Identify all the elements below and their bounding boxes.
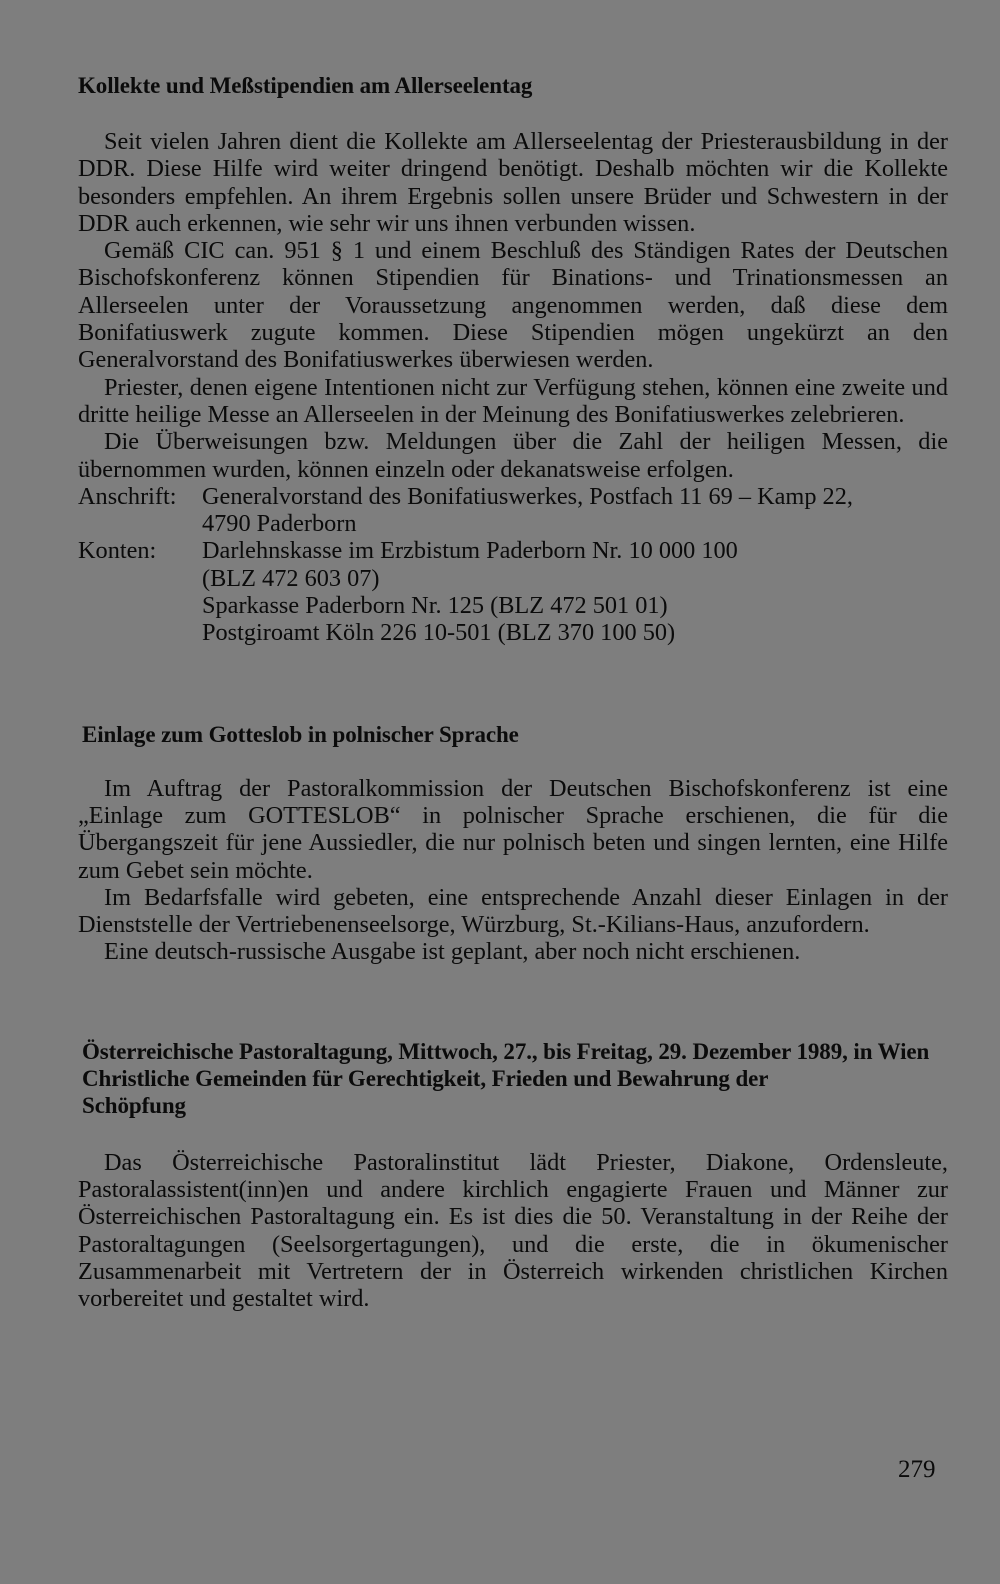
address-line: 4790 Paderborn: [202, 510, 357, 538]
section-body-gotteslob: [78, 775, 948, 966]
section-heading-pastoraltagung: [78, 1038, 948, 1119]
paragraph: Gemäß CIC can. 951 § 1 und einem Beschluß des Ständigen Rates der Deutschen Bischofskonferenz können Stipendien für Binations- und Trinationsmessen an Allerseelen unter der Voraussetzung angenommen werden, daß diese dem Bonifatiuswerk zugute kommen. Diese Stipendien mögen ungekürzt an den Generalvorstand des Bonifatiuswerkes überwiesen werden.: [78, 237, 948, 374]
address-block: [78, 483, 948, 538]
document-page: [78, 66, 948, 1313]
account-line: Sparkasse Paderborn Nr. 125 (BLZ 472 501 01): [202, 592, 668, 620]
paragraph: Seit vielen Jahren dient die Kollekte am Allerseelentag der Priesterausbildung in der DDR. Diese Hilfe wird weiter dringend benötigt. Deshalb möchten wir die Kollekte besonders empfehlen. An ihrem Ergebnis sollen unsere Brüder und Schwestern in der DDR auch erkennen, wie sehr wir uns ihnen verbunden wissen.: [78, 128, 948, 237]
accounts-label: Konten:: [78, 537, 157, 565]
page-number: 279: [898, 1456, 936, 1483]
heading-line: Österreichische Pastoraltagung, Mittwoch, 27., bis Freitag, 29. Dezember 1989, in Wien: [82, 1038, 930, 1064]
account-line: Darlehnskasse im Erzbistum Paderborn Nr. 10 000 100: [202, 537, 738, 565]
address-line: Generalvorstand des Bonifatiuswerkes, Postfach 11 69 – Kamp 22,: [202, 482, 853, 510]
heading-line: Christliche Gemeinden für Gerechtigkeit, Frieden und Bewahrung der Schöpfung: [82, 1065, 768, 1118]
paragraph: Im Bedarfsfalle wird gebeten, eine entsprechende Anzahl dieser Einlagen in der Dienststelle der Vertriebenenseelsorge, Würzburg, St.-Kilians-Haus, anzufordern.: [78, 883, 948, 939]
accounts-lines: [202, 537, 948, 646]
account-line: (BLZ 472 603 07): [202, 564, 380, 592]
paragraph: Die Überweisungen bzw. Meldungen über die Zahl der heiligen Messen, die übernommen wurden, können einzeln oder dekanatsweise erfolgen.: [78, 428, 948, 483]
paragraph: Priester, denen eigene Intentionen nicht zur Verfügung stehen, können eine zweite und dritte heilige Messe an Allerseelen in der Meinung des Bonifatiuswerkes zelebrieren.: [78, 373, 948, 428]
section-heading-gotteslob: Einlage zum Gotteslob in polnischer Sprache: [82, 721, 519, 747]
section-heading-kollekte: Kollekte und Meßstipendien am Allerseelentag: [78, 73, 533, 98]
account-line: Postgiroamt Köln 226 10-501 (BLZ 370 100 50): [202, 619, 676, 647]
section-body-kollekte: [78, 128, 948, 647]
paragraph: Das Österreichische Pastoralinstitut lädt Priester, Diakone, Ordensleute, Pastoralassistent(inn)en und andere kirchlich engagierte Frauen und Männer zur Österreichischen Pastoraltagung ein. Es ist dies die 50. Veranstaltung in der Reihe der Pastoraltagungen (Seelsorgertagungen), und die erste, die in ökumenischer Zusammenarbeit mit Vertretern der in Österreich wirkenden christlichen Kirchen vorbereitet und gestaltet wird.: [78, 1148, 948, 1313]
section-body-pastoraltagung: [78, 1149, 948, 1313]
paragraph: Im Auftrag der Pastoralkommission der Deutschen Bischofskonferenz ist eine „Einlage zum GOTTESLOB“ in polnischer Sprache erschienen, die für die Übergangszeit für jene Aussiedler, die nur polnisch beten und singen lernten, eine Hilfe zum Gebet sein möchte.: [78, 774, 948, 884]
accounts-block: [78, 537, 948, 646]
address-lines: [202, 483, 948, 538]
address-label: Anschrift:: [78, 482, 177, 510]
paragraph: Eine deutsch-russische Ausgabe ist geplant, aber noch nicht erschienen.: [104, 938, 801, 966]
